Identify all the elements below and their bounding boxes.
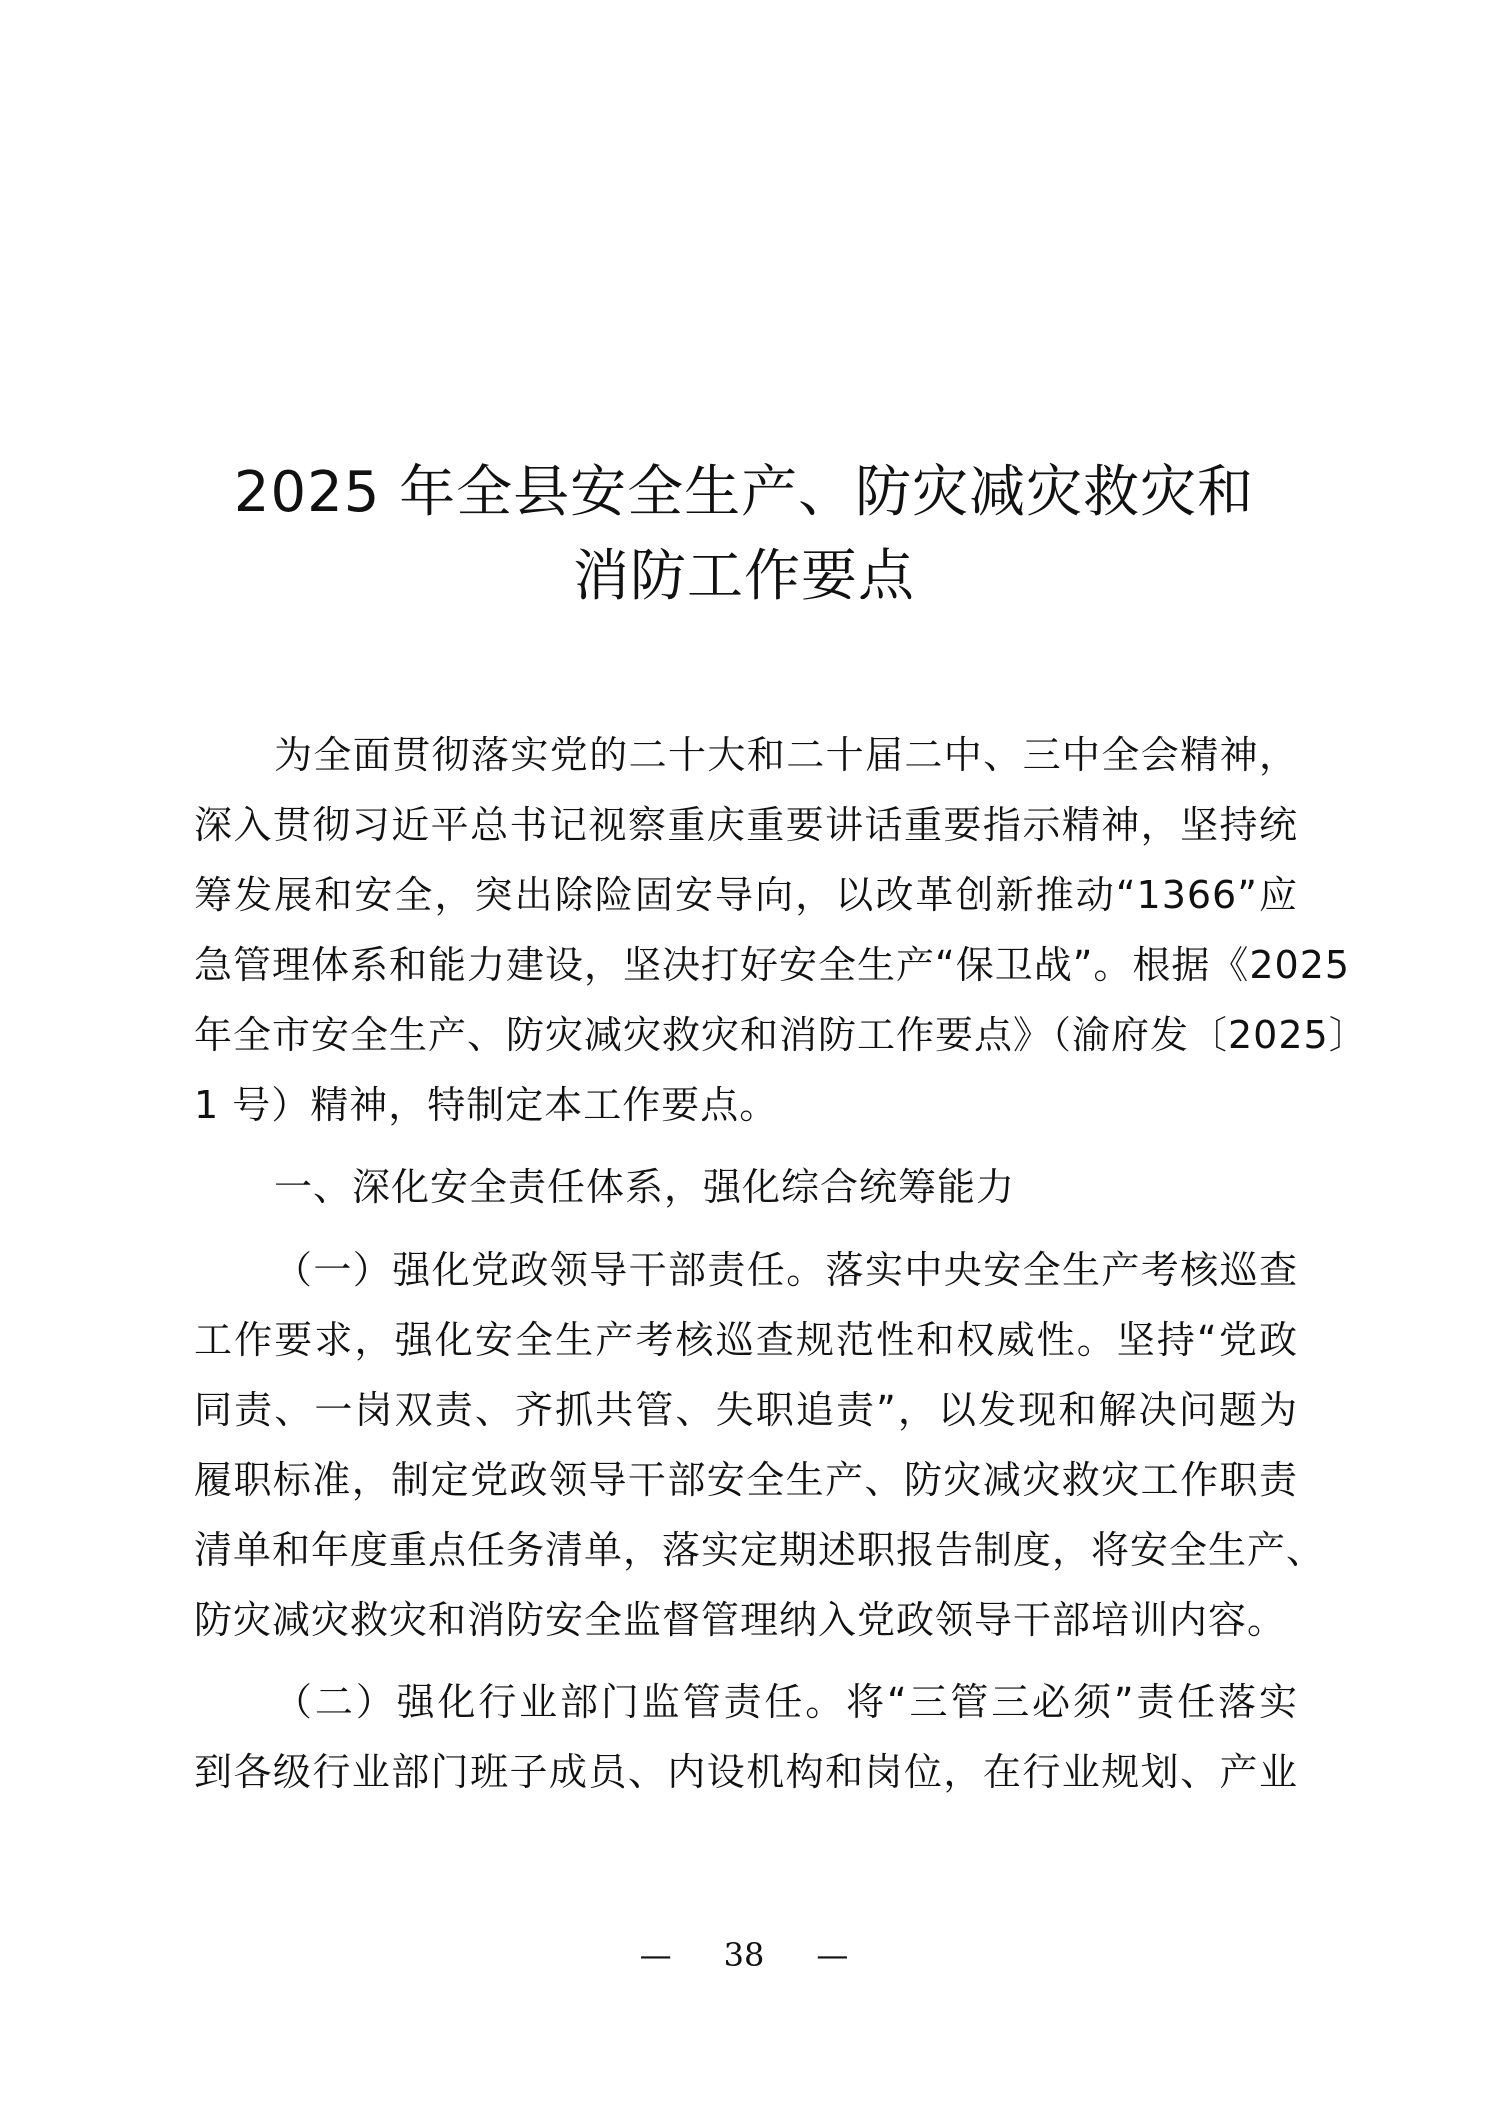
paragraph-intro-line: 1 号）精神，特制定本工作要点。 <box>194 1083 779 1127</box>
paragraph-item-1-line: 清单和年度重点任务清单，落实定期述职报告制度，将安全生产、 <box>194 1528 1326 1572</box>
paragraph-intro-line: 急管理体系和能力建设，坚决打好安全生产“保卫战”。根据《2025 <box>194 943 1351 987</box>
section-heading-1: 一、深化安全责任体系，强化综合统筹能力 <box>274 1165 1016 1209</box>
paragraph-intro-line: 为全面贯彻落实党的二十大和二十届二中、三中全会精神， <box>274 733 1298 777</box>
paragraph-intro-line: 年全市安全生产、防灾减灾救灾和消防工作要点》（渝府发〔2025〕 <box>194 1013 1368 1057</box>
paragraph-item-1-line: 履职标准，制定党政领导干部安全生产、防灾减灾救灾工作职责 <box>194 1458 1298 1502</box>
footer-dash-right: — <box>816 1936 849 1974</box>
page-footer <box>0 1935 1488 1975</box>
paragraph-item-2-line: （二）强化行业部门监管责任。将“三管三必须”责任落实 <box>274 1680 1298 1724</box>
paragraph-item-1-line: 同责、一岗双责、齐抓共管、失职追责”，以发现和解决问题为 <box>194 1388 1298 1432</box>
paragraph-item-1-line: 工作要求，强化安全生产考核巡查规范性和权威性。坚持“党政 <box>194 1318 1298 1362</box>
document-title-line-1: 2025 年全县安全生产、防灾减灾救灾和 <box>233 460 1255 525</box>
paragraph-item-2-line: 到各级行业部门班子成员、内设机构和岗位，在行业规划、产业 <box>194 1750 1298 1794</box>
page-number: 38 <box>723 1936 765 1974</box>
document-title-line-2: 消防工作要点 <box>573 544 915 609</box>
paragraph-intro-line: 筹发展和安全，突出除险固安导向，以改革创新推动“1366”应 <box>194 873 1298 917</box>
paragraph-intro-line: 深入贯彻习近平总书记视察重庆重要讲话重要指示精神，坚持统 <box>194 803 1298 847</box>
footer-dash-left: — <box>639 1936 672 1974</box>
paragraph-item-1-line: 防灾减灾救灾和消防安全监督管理纳入党政领导干部培训内容。 <box>194 1598 1287 1642</box>
paragraph-item-1-line: （一）强化党政领导干部责任。落实中央安全生产考核巡查 <box>274 1248 1298 1292</box>
